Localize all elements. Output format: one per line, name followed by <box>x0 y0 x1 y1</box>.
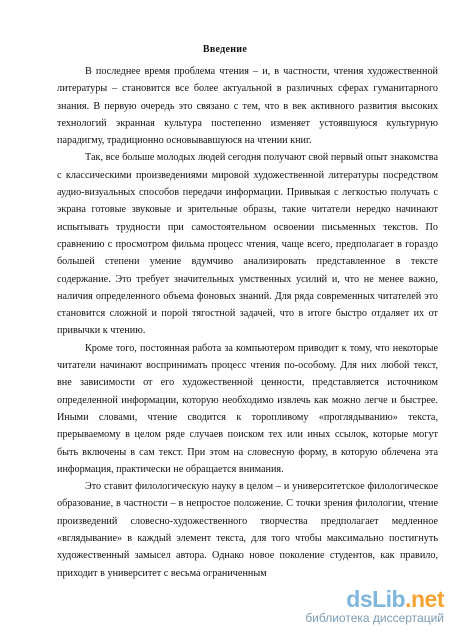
body-text <box>57 63 438 582</box>
page-title: Введение <box>202 44 248 55</box>
paragraph-4: Это ставит филологическую науку в целом – и университетское филологическое образование, в частности – в непростое положение. С точки зрения филологии, чтение произведений словесно-художественного творчества предполагает медленное «вглядывание» в каждый элемент текста, для того чтобы максимально постигнуть художественный замысел автора. Однако новое поколение студентов, как правило, приходит в университет с весьма ограниченным <box>57 481 438 579</box>
paragraph-3: Кроме того, постоянная работа за компьютером приводит к тому, что некоторые читатели начинают воспринимать процесс чтения по-особому. Для них любой текст, вне зависимости от его художественной ценности, представляется источником определенной информации, которую необходимо извлечь как можно легче и быстрее. Иными словами, чтение сводится к торопливому «проглядыванию» текста, прерываемому в целом ряде случаев поиском тех или иных ссылок, которые могут быть включены в сам текст. При этом на словесную форму, в которую облечена эта информация, практически не обращается внимания. <box>57 342 438 475</box>
watermark-caption: библиотека диссертаций <box>305 611 444 625</box>
watermark-logo-main: dsLib <box>346 586 406 612</box>
paragraph-2: Так, все больше молодых людей сегодня получают свой первый опыт знакомства с классическими произведениями мировой художественной литературы посредством аудио-визуальных способов передачи информации. Привыкая с легкостью получать с экрана готовые звуковые и зрительные образы, такие читатели нередко начинают испытывать трудности при самостоятельном освоении письменных текстов. По сравнению с просмотром фильма процесс чтения, чаще всего, предполагает в гораздо большей степени умение вдумчиво анализировать представленное в тексте содержание. Это требует значительных умственных усилий и, что не менее важно, наличия определенного объема фоновых знаний. Для ряда современных читателей это становится сложной и порой тягостной задачей, что в итоге быстро отдаляет их от привычки к чтению. <box>57 152 438 337</box>
paragraph-1: В последнее время проблема чтения – и, в частности, чтения художественной литературы – становится все более актуальной в различных сферах гуманитарного знания. В первую очередь это связано с тем, что в век активного развития высоких технологий экранная культура постепенно изменяет устоявшуюся культурную парадигму, традиционно основывавшуюся на чтении книг. <box>57 66 438 147</box>
watermark-logo-suffix: .net <box>405 586 444 612</box>
watermark-logo <box>305 587 444 611</box>
watermark <box>305 587 444 625</box>
